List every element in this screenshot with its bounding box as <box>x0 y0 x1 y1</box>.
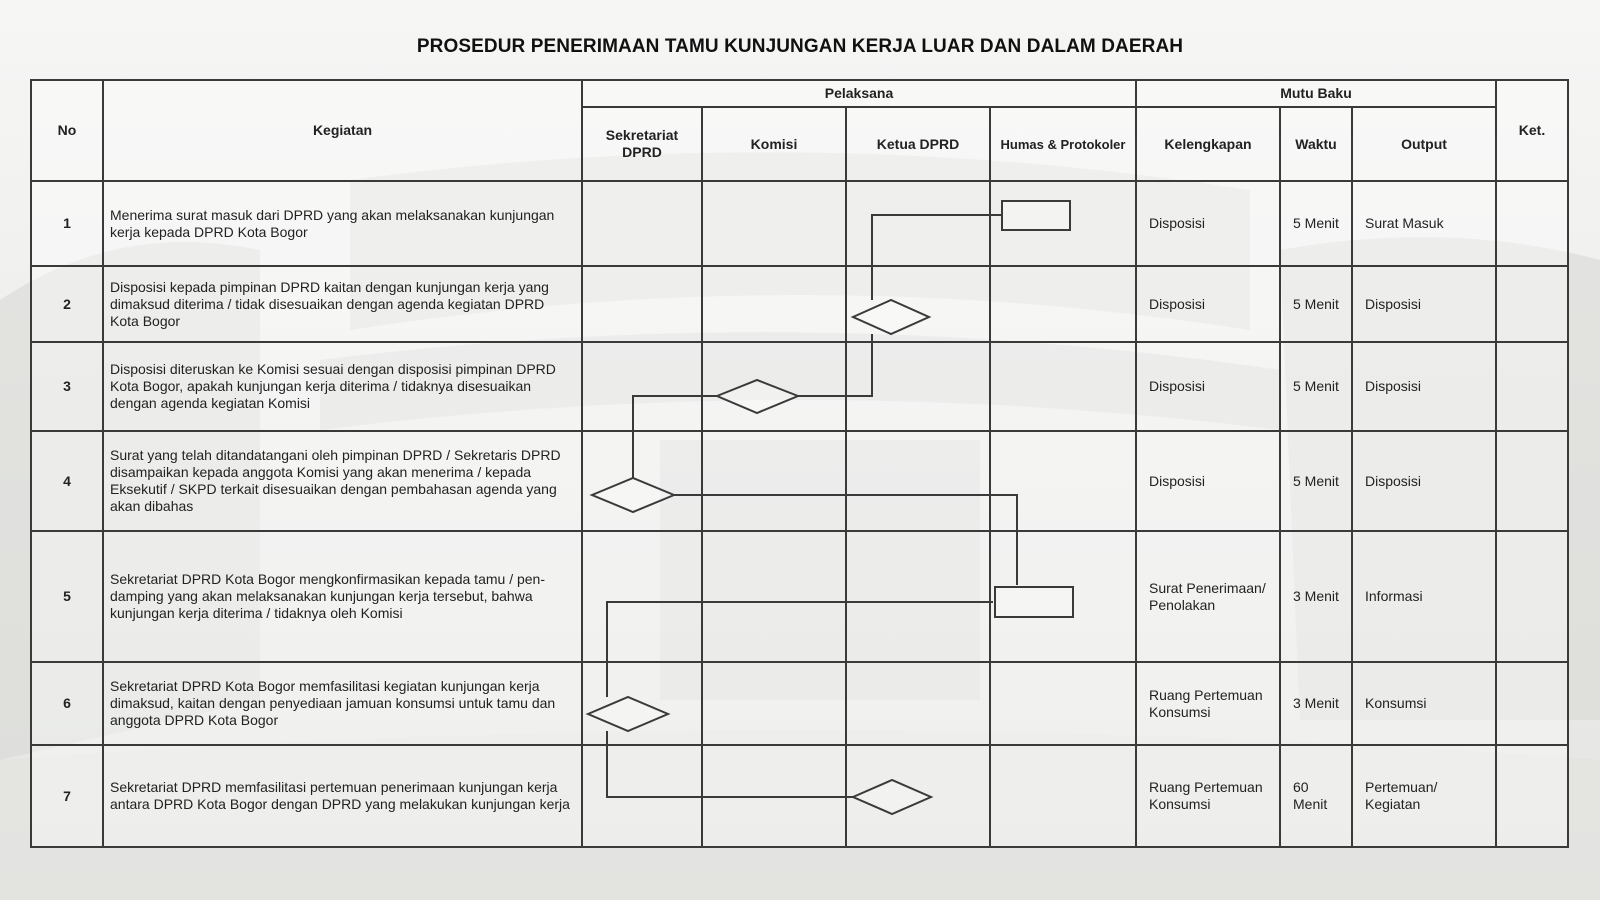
cell-ketua <box>846 431 990 531</box>
row-number: 3 <box>31 342 103 431</box>
row-kelengkapan: Disposisi <box>1136 431 1280 531</box>
row-waktu: 3 Menit <box>1280 662 1352 745</box>
row-output: Konsumsi <box>1352 662 1496 745</box>
row-output: Surat Masuk <box>1352 181 1496 266</box>
cell-komisi <box>702 531 846 662</box>
cell-humas <box>990 181 1136 266</box>
cell-humas <box>990 662 1136 745</box>
header-komisi: Komisi <box>702 107 846 181</box>
cell-sekretariat <box>582 662 702 745</box>
row-kegiatan: Surat yang telah ditandatangani oleh pimpinan DPRD / Sekretaris DPRD disampaikan kepada anggota Komisi yang akan menerima / kepada Eksekutif / SKPD terkait disesuaikan dengan pembahasan agenda yang akan dibahas <box>103 431 582 531</box>
row-waktu: 3 Menit <box>1280 531 1352 662</box>
cell-ketua <box>846 662 990 745</box>
cell-humas <box>990 342 1136 431</box>
header-mutu-baku: Mutu Baku <box>1136 80 1496 107</box>
cell-komisi <box>702 745 846 847</box>
row-number: 4 <box>31 431 103 531</box>
cell-komisi <box>702 181 846 266</box>
row-kelengkapan: Ruang Pertemuan Konsumsi <box>1136 745 1280 847</box>
cell-ketua <box>846 342 990 431</box>
row-waktu: 5 Menit <box>1280 181 1352 266</box>
row-number: 1 <box>31 181 103 266</box>
cell-humas <box>990 531 1136 662</box>
header-kelengkapan: Kelengkapan <box>1136 107 1280 181</box>
row-ket <box>1496 745 1568 847</box>
cell-humas <box>990 745 1136 847</box>
table-row <box>31 266 1568 342</box>
row-waktu: 5 Menit <box>1280 342 1352 431</box>
cell-sekretariat <box>582 431 702 531</box>
row-ket <box>1496 431 1568 531</box>
cell-sekretariat <box>582 266 702 342</box>
row-kegiatan: Sekretariat DPRD Kota Bogor memfasilitasi kegiatan kunjungan kerja dimaksud, kaitan dengan penyediaan jamuan konsumsi untuk tamu dan anggota DPRD Kota Bogor <box>103 662 582 745</box>
row-ket <box>1496 342 1568 431</box>
row-waktu: 5 Menit <box>1280 431 1352 531</box>
cell-komisi <box>702 431 846 531</box>
row-number: 5 <box>31 531 103 662</box>
header-pelaksana: Pelaksana <box>582 80 1136 107</box>
row-output: Pertemuan/ Kegiatan <box>1352 745 1496 847</box>
header-kegiatan: Kegiatan <box>103 80 582 181</box>
row-number: 6 <box>31 662 103 745</box>
row-kelengkapan: Surat Penerimaan/ Penolakan <box>1136 531 1280 662</box>
table-row <box>31 431 1568 531</box>
header-ket: Ket. <box>1496 80 1568 181</box>
header-output: Output <box>1352 107 1496 181</box>
row-output: Disposisi <box>1352 266 1496 342</box>
header-no: No <box>31 80 103 181</box>
row-number: 7 <box>31 745 103 847</box>
row-output: Informasi <box>1352 531 1496 662</box>
header-sekretariat-dprd: Sekretariat DPRD <box>582 107 702 181</box>
cell-komisi <box>702 342 846 431</box>
procedure-table <box>30 79 1569 848</box>
row-output: Disposisi <box>1352 431 1496 531</box>
row-number: 2 <box>31 266 103 342</box>
row-ket <box>1496 662 1568 745</box>
header-waktu: Waktu <box>1280 107 1352 181</box>
row-kelengkapan: Ruang Pertemuan Konsumsi <box>1136 662 1280 745</box>
row-ket <box>1496 531 1568 662</box>
row-kegiatan: Disposisi kepada pimpinan DPRD kaitan dengan kunjungan kerja yang dimaksud diterima / tidak disesuaikan dengan agenda kegiatan DPRD Kota Bogor <box>103 266 582 342</box>
table-row <box>31 531 1568 662</box>
table-row <box>31 181 1568 266</box>
cell-ketua <box>846 531 990 662</box>
row-waktu: 60 Menit <box>1280 745 1352 847</box>
page-title: PROSEDUR PENERIMAAN TAMU KUNJUNGAN KERJA LUAR DAN DALAM DAERAH <box>416 36 1184 57</box>
row-kegiatan: Disposisi diteruskan ke Komisi sesuai dengan disposisi pimpinan DPRD Kota Bogor, apakah kunjungan kerja diterima / tidaknya disesuaikan dengan agenda kegiatan Komisi <box>103 342 582 431</box>
cell-sekretariat <box>582 181 702 266</box>
row-waktu: 5 Menit <box>1280 266 1352 342</box>
row-ket <box>1496 266 1568 342</box>
row-kelengkapan: Disposisi <box>1136 181 1280 266</box>
table-row <box>31 342 1568 431</box>
cell-ketua <box>846 181 990 266</box>
row-ket <box>1496 181 1568 266</box>
cell-ketua <box>846 745 990 847</box>
table-row <box>31 745 1568 847</box>
row-kelengkapan: Disposisi <box>1136 266 1280 342</box>
row-kegiatan: Menerima surat masuk dari DPRD yang akan melaksanakan kunjungan kerja kepada DPRD Kota Bogor <box>103 181 582 266</box>
row-output: Disposisi <box>1352 342 1496 431</box>
cell-humas <box>990 431 1136 531</box>
row-kegiatan: Sekretariat DPRD Kota Bogor mengkonfirmasikan kepada tamu / pen-damping yang akan melaksanakan kunjungan kerja tersebut, bahwa kunjungan kerja diterima / tidaknya oleh Komisi <box>103 531 582 662</box>
row-kelengkapan: Disposisi <box>1136 342 1280 431</box>
cell-sekretariat <box>582 745 702 847</box>
cell-humas <box>990 266 1136 342</box>
cell-komisi <box>702 662 846 745</box>
header-ketua-dprd: Ketua DPRD <box>846 107 990 181</box>
cell-komisi <box>702 266 846 342</box>
row-kegiatan: Sekretariat DPRD memfasilitasi pertemuan penerimaan kunjungan kerja antara DPRD Kota Bogor dengan DPRD yang melakukan kunjungan kerja <box>103 745 582 847</box>
header-humas-protokoler: Humas & Protokoler <box>990 107 1136 181</box>
cell-ketua <box>846 266 990 342</box>
cell-sekretariat <box>582 342 702 431</box>
cell-sekretariat <box>582 531 702 662</box>
table-row <box>31 662 1568 745</box>
